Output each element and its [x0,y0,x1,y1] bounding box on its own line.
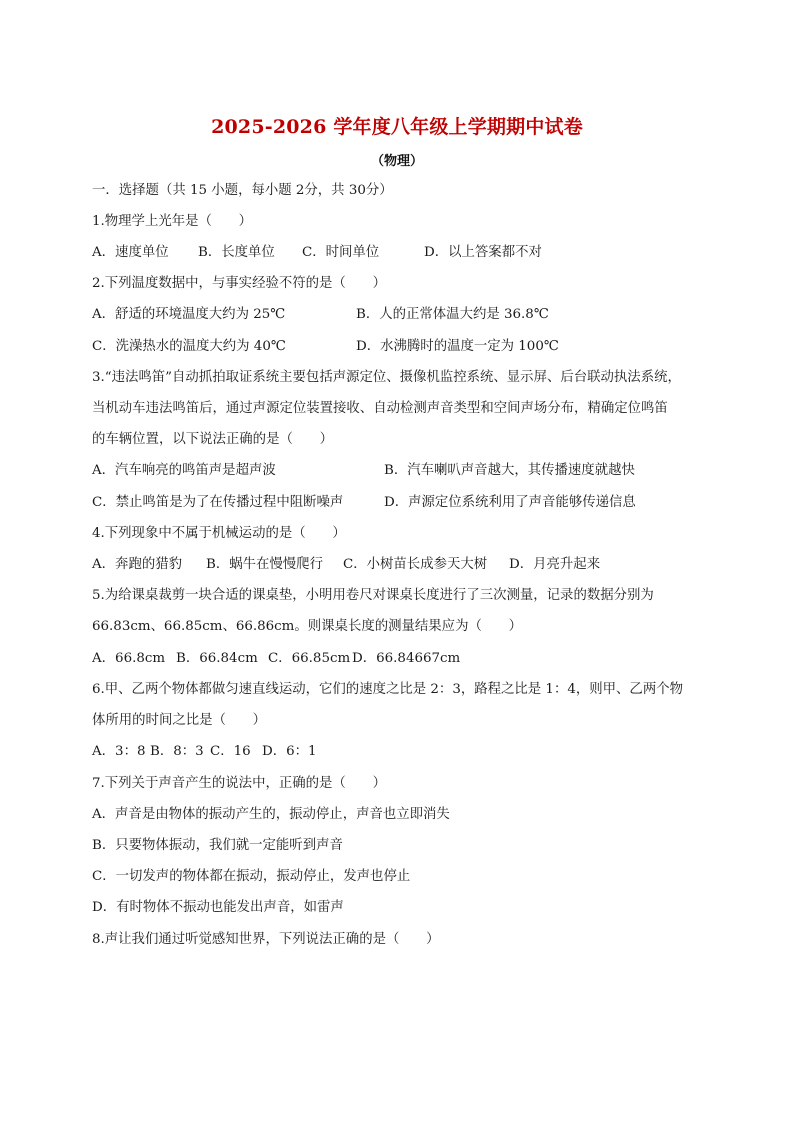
option-d: D．月亮升起来 [509,557,601,572]
question-6-stem-line1: 6.甲、乙两个物体都做匀速直线运动，它们的速度之比是 2：3，路程之比是 1：4，则甲、乙两个物 [92,682,683,697]
question-7-option-b: B．只要物体振动，我们就一定能听到声音 [92,838,343,853]
option-c: C．洗澡热水的温度大约为 40℃ [92,339,286,354]
question-7-option-c: C．一切发声的物体都在振动，振动停止，发声也停止 [92,869,411,884]
question-3-stem-line3: 的车辆位置，以下说法正确的是（ ） [92,432,334,447]
question-7-stem: 7.下列关于声音产生的说法中，正确的是（ ） [92,776,386,791]
question-2-stem: 2.下列温度数据中，与事实经验不符的是（ ） [92,276,386,291]
question-8-stem: 8.声让我们通过听觉感知世界，下列说法正确的是（ ） [92,932,440,947]
question-6-options [92,743,317,761]
option-b: B．蜗牛在慢慢爬行 [206,557,323,572]
option-a: A．奔跑的猎豹 [92,557,183,572]
question-5-stem-line2: 66.83cm、66.85cm、66.86cm。则课桌长度的测量结果应为（ ） [92,619,523,634]
option-d: D．6：1 [262,744,317,759]
option-d: D．水沸腾时的温度一定为 100℃ [356,339,559,354]
exam-title: 2025-2026 学年度八年级上学期期中试卷 [211,116,583,138]
option-d: D．声源定位系统利用了声音能够传递信息 [384,495,636,510]
question-2-options-row1 [92,306,549,324]
question-7-option-d: D．有时物体不振动也能发出声音，如雷声 [92,900,344,915]
option-a: A．3：8 [92,744,146,759]
question-3-stem-line2: 当机动车违法鸣笛后，通过声源定位装置接收、自动检测声音类型和空间声场分布，精确定位鸣笛 [92,401,668,416]
option-d: D．以上答案都不对 [424,245,542,260]
option-b: B．人的正常体温大约是 36.8℃ [356,307,549,322]
option-c: C．小树苗长成参天大树 [343,557,488,572]
option-b: B．8：3 [150,744,204,759]
question-3-options-row2 [92,494,636,512]
question-2-options-row2 [92,338,559,356]
option-c: C．时间单位 [302,245,380,260]
question-5-options [92,650,460,668]
question-1-options [92,244,542,262]
option-a: A．汽车响亮的鸣笛声是超声波 [92,463,276,478]
question-7-option-a: A．声音是由物体的振动产生的，振动停止，声音也立即消失 [92,807,450,822]
question-4-options [92,556,600,574]
option-c: C．16 [210,744,251,759]
option-a: A．速度单位 [92,245,169,260]
option-b: B．长度单位 [198,245,275,260]
question-6-stem-line2: 体所用的时间之比是（ ） [92,713,267,728]
question-1-stem: 1.物理学上光年是（ ） [92,214,253,229]
section-heading: 一．选择题（共 15 小题，每小题 2分，共 30分） [92,183,393,198]
option-d: D．66.84667cm [352,651,461,666]
question-3-options-row1 [92,462,635,480]
option-c: C．禁止鸣笛是为了在传播过程中阻断噪声 [92,495,344,510]
question-5-stem-line1: 5.为给课桌裁剪一块合适的课桌垫，小明用卷尺对课桌长度进行了三次测量，记录的数据分别为 [92,588,654,603]
question-3-stem-line1: 3.“违法鸣笛”自动抓拍取证系统主要包括声源定位、摄像机监控系统、显示屏、后台联动执法系统， [92,370,681,385]
option-b: B．汽车喇叭声音越大，其传播速度就越快 [384,463,635,478]
option-c: C．66.85cm [268,651,351,666]
question-4-stem: 4.下列现象中不属于机械运动的是（ ） [92,526,346,541]
option-a: A．舒适的环境温度大约为 25℃ [92,307,286,322]
option-a: A．66.8cm [92,651,166,666]
subject-label: （物理） [370,154,423,169]
option-b: B．66.84cm [176,651,258,666]
